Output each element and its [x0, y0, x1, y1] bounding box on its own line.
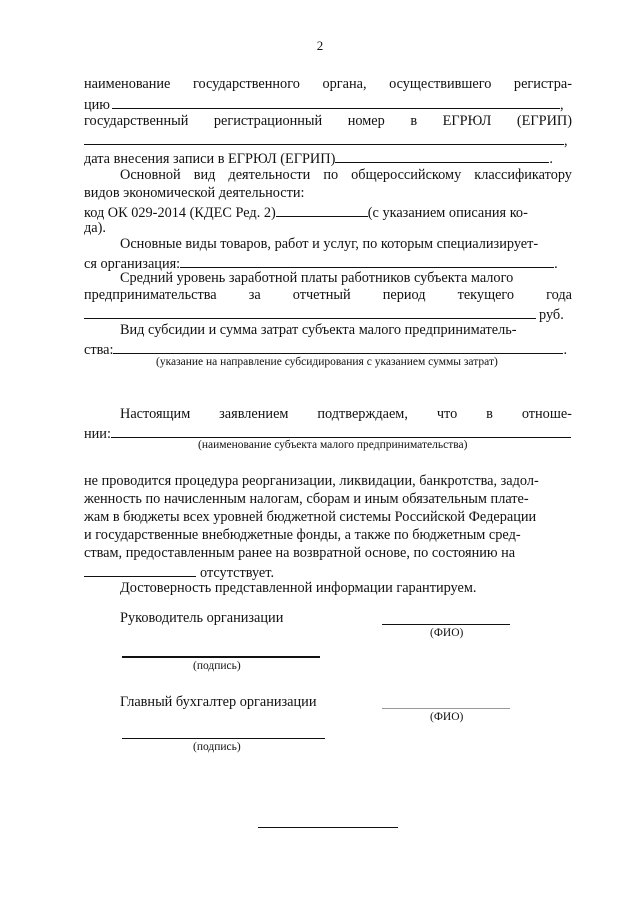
ogrn-line	[84, 113, 572, 129]
word: деятельности	[228, 167, 311, 183]
word: Настоящим	[120, 406, 191, 422]
code-field[interactable]	[276, 203, 368, 217]
period: .	[549, 151, 553, 167]
word: государственного	[192, 76, 300, 92]
subsidy-field[interactable]	[113, 340, 563, 354]
main-activity-line	[120, 167, 572, 183]
subsidy-label: ства:	[84, 342, 114, 358]
salary-amount-line	[84, 305, 572, 323]
word: период	[382, 287, 426, 303]
word: отчетный	[292, 287, 351, 303]
word: номер	[347, 113, 385, 129]
guarantee-line: Достоверность представленной информации гарантируем.	[120, 580, 477, 596]
statement-label: нии:	[84, 426, 111, 442]
code-line	[84, 203, 572, 221]
word: предпринимательства	[84, 287, 217, 303]
date-field[interactable]	[84, 563, 196, 577]
main-activity-cont: видов экономической деятельности:	[84, 185, 305, 201]
subject-caption: (наименование субъекта малого предпринимательства)	[198, 439, 468, 451]
word: осуществившего	[389, 76, 492, 92]
salary-line: Средний уровень заработной платы работников субъекта малого	[120, 270, 514, 286]
body-line: ствам, предоставленным ранее на возвратной основе, по состоянию на	[84, 545, 516, 561]
period: .	[563, 342, 568, 358]
word: ЕГРЮЛ	[442, 113, 492, 129]
goods-label: ся организация:	[84, 256, 181, 272]
subject-name-field[interactable]	[111, 424, 571, 438]
head-sign-caption: (подпись)	[193, 660, 241, 672]
body-line: и государственные внебюджетные фонды, а также по бюджетным сред-	[84, 527, 521, 543]
body-line: не проводится процедура реорганизации, ликвидации, банкротства, задол-	[84, 473, 539, 489]
comma: ,	[564, 133, 568, 149]
word: в	[486, 406, 493, 422]
word: вид	[193, 167, 216, 183]
organ-cont: цию	[84, 97, 110, 113]
head-fio-field[interactable]	[382, 624, 510, 625]
word: по	[323, 167, 339, 183]
word: подтверждаем,	[317, 406, 408, 422]
word: года	[546, 287, 572, 303]
word: классификатору	[474, 167, 572, 183]
goods-line: Основные виды товаров, работ и услуг, по которым специализирует-	[120, 236, 539, 252]
ogrn-field-line	[84, 131, 572, 149]
entry-date-field[interactable]	[335, 149, 549, 163]
word: что	[436, 406, 458, 422]
salary-line2	[84, 287, 572, 303]
code-label: код ОК 029-2014 (КДЕС Ред. 2)	[84, 205, 276, 221]
code-cont: да).	[84, 220, 106, 236]
word: текущего	[457, 287, 515, 303]
organ-line	[84, 76, 572, 92]
word: регистра-	[513, 76, 572, 92]
statement-line	[120, 406, 572, 422]
word: регистрационный	[213, 113, 323, 129]
accountant-sign-caption: (подпись)	[193, 741, 241, 753]
salary-amount-field[interactable]	[84, 305, 536, 319]
head-fio-caption: (ФИО)	[430, 627, 464, 639]
accountant-title: Главный бухгалтер организации	[120, 694, 317, 710]
word: за	[248, 287, 261, 303]
word: наименование	[84, 76, 171, 92]
word: (ЕГРИП)	[516, 113, 572, 129]
page-number: 2	[316, 38, 324, 53]
ogrn-field[interactable]	[84, 131, 564, 145]
absent-line	[84, 563, 572, 581]
body-line: женность по начисленным налогам, сборам и иным обязательным плате-	[84, 491, 529, 507]
comma: ,	[559, 97, 564, 113]
word: отноше-	[521, 406, 572, 422]
word: в	[410, 113, 418, 129]
entry-date-label: дата внесения записи в ЕГРЮЛ (ЕГРИП)	[84, 151, 336, 167]
word: заявлением	[219, 406, 289, 422]
currency: руб.	[539, 307, 564, 323]
footer-divider	[258, 827, 398, 828]
entry-date-line	[84, 149, 572, 167]
accountant-sign-field[interactable]	[122, 738, 325, 739]
word: государственный	[84, 113, 189, 129]
body-line: жам в бюджеты всех уровней бюджетной системы Российской Федерации	[84, 509, 537, 525]
absent-text: отсутствует.	[200, 565, 275, 581]
accountant-fio-field[interactable]	[382, 708, 510, 709]
accountant-fio-caption: (ФИО)	[430, 711, 464, 723]
code-suffix: (с указанием описания ко-	[367, 205, 528, 221]
organ-cont-line	[84, 95, 572, 113]
goods-field[interactable]	[180, 254, 554, 268]
head-sign-field[interactable]	[122, 656, 320, 658]
subsidy-caption: (указание на направление субсидирования с указанием суммы затрат)	[156, 356, 498, 368]
word: Основной	[120, 167, 181, 183]
organ-field[interactable]	[112, 95, 560, 109]
word: общероссийскому	[351, 167, 462, 183]
word: органа,	[322, 76, 367, 92]
period: .	[554, 256, 558, 272]
head-title: Руководитель организации	[120, 610, 284, 626]
subsidy-line: Вид субсидии и сумма затрат субъекта малого предприниматель-	[120, 322, 517, 338]
